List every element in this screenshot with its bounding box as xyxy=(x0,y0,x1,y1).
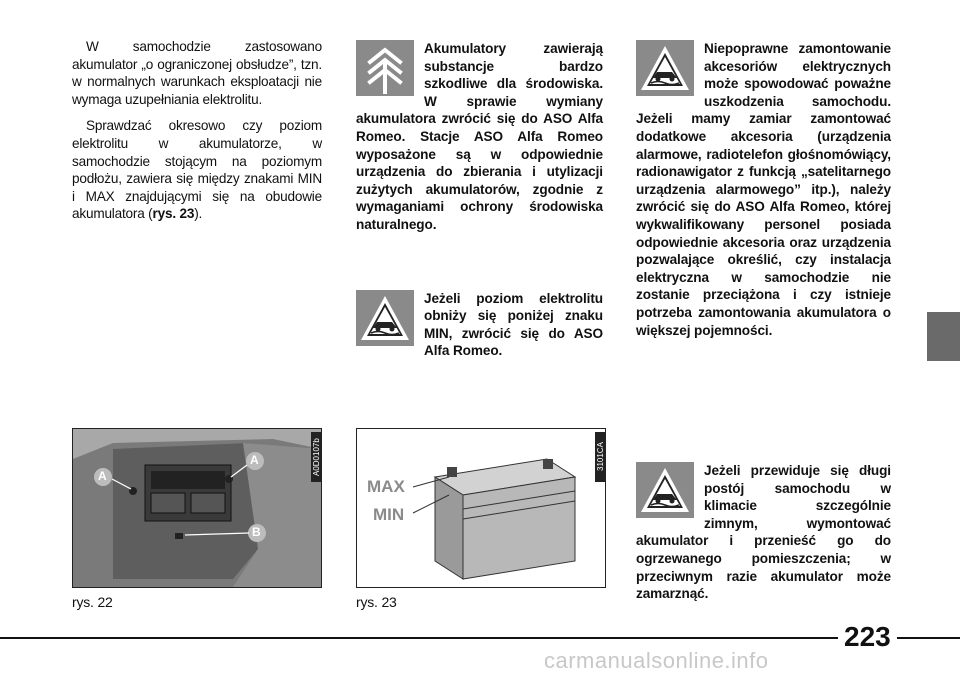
warning-car-icon xyxy=(636,462,694,518)
watermark: carmanualsonline.info xyxy=(544,648,769,673)
figure-23-battery-levels xyxy=(356,428,606,588)
figure-23-caption: rys. 23 xyxy=(356,594,397,610)
figure-reference[interactable]: rys. 23 xyxy=(152,206,195,222)
warning-car-icon xyxy=(636,40,694,96)
column-1 xyxy=(72,38,322,223)
callout-b: B xyxy=(252,525,261,539)
figure-22-trunk-battery-cover xyxy=(72,428,322,588)
column-3 xyxy=(636,40,891,339)
cold-storage-warning-text: Jeżeli przewiduje się długi postój samochodu w klimacie szczególnie zimnym, wymontować akumulator i przenieść go do ogrzewanego pomieszczenia; w przeciwnym razie akumulator może zamarznąć. xyxy=(636,463,891,602)
callout-a-right: A xyxy=(250,453,259,467)
accessories-warning-text: Niepoprawne zamontowanie akcesoriów elektrycznych może spowodować poważne uszkodzenia samochodu. Jeżeli mamy zamiar zamontować dodatkowe akcesoria (urządzenia alarmowe, radiotelefon głośnomówiący, radionawigator z funkcją „satelitarnego urządzenia alarmowego” itp.), należy zwrócić się do ASO Alfa Romeo, której wykwalifikowany personel posiada odpowiednie akcesoria oraz urządzenia pozwalające określić, czy instalacja elektryczna w samochodzie nie zostanie przeciążona i czy istnieje potrzeba zamontowania akumulatora o większej pojemności. xyxy=(636,41,891,338)
figure-23-code: 3101CA xyxy=(595,432,606,482)
warning-car-icon xyxy=(356,290,414,346)
column-2 xyxy=(356,40,603,360)
max-label: MAX xyxy=(367,477,405,496)
battery-paragraph-2: Sprawdzać okresowo czy poziom elektrolitu w akumulatorze, w samochodzie stojącym na poziomym podłożu, zawiera się między znakami MIN i MAX znajdującymi się na obudowie akumulatora (rys. 23). xyxy=(72,118,322,222)
electrolyte-warning-text: Jeżeli poziom elektrolitu obniży się poniżej znaku MIN, zwrócić się do ASO Alfa Romeo. xyxy=(424,290,603,359)
environment-tree-icon xyxy=(356,40,414,96)
eco-notice-text: Akumulatory zawierają substancje bardzo szkodliwe dla środowiska. W sprawie wymiany akumulatora zwrócić się do ASO Alfa Romeo. Stacje ASO Alfa Romeo wyposażone są w odpowiednie urządzenia do zbierania i utylizacji zużytych akumulatorów, zgodnie z wymaganiami ochrony środowiska naturalnego. xyxy=(356,41,603,232)
column-3-lower xyxy=(636,462,891,603)
page-number: 223 xyxy=(838,622,897,652)
chapter-side-tab xyxy=(927,312,960,361)
figure-22-code: A0D0107b xyxy=(311,432,322,482)
footer-rule xyxy=(0,637,960,639)
min-label: MIN xyxy=(373,505,405,524)
battery-paragraph-1: W samochodzie zastosowano akumulator „o ograniczonej obsłudze”, tzn. w normalnych warunkach eksploatacji nie wymaga uzupełniania elektrolitu. xyxy=(72,39,322,107)
figure-22-caption: rys. 22 xyxy=(72,594,113,610)
callout-a-left: A xyxy=(98,469,107,483)
